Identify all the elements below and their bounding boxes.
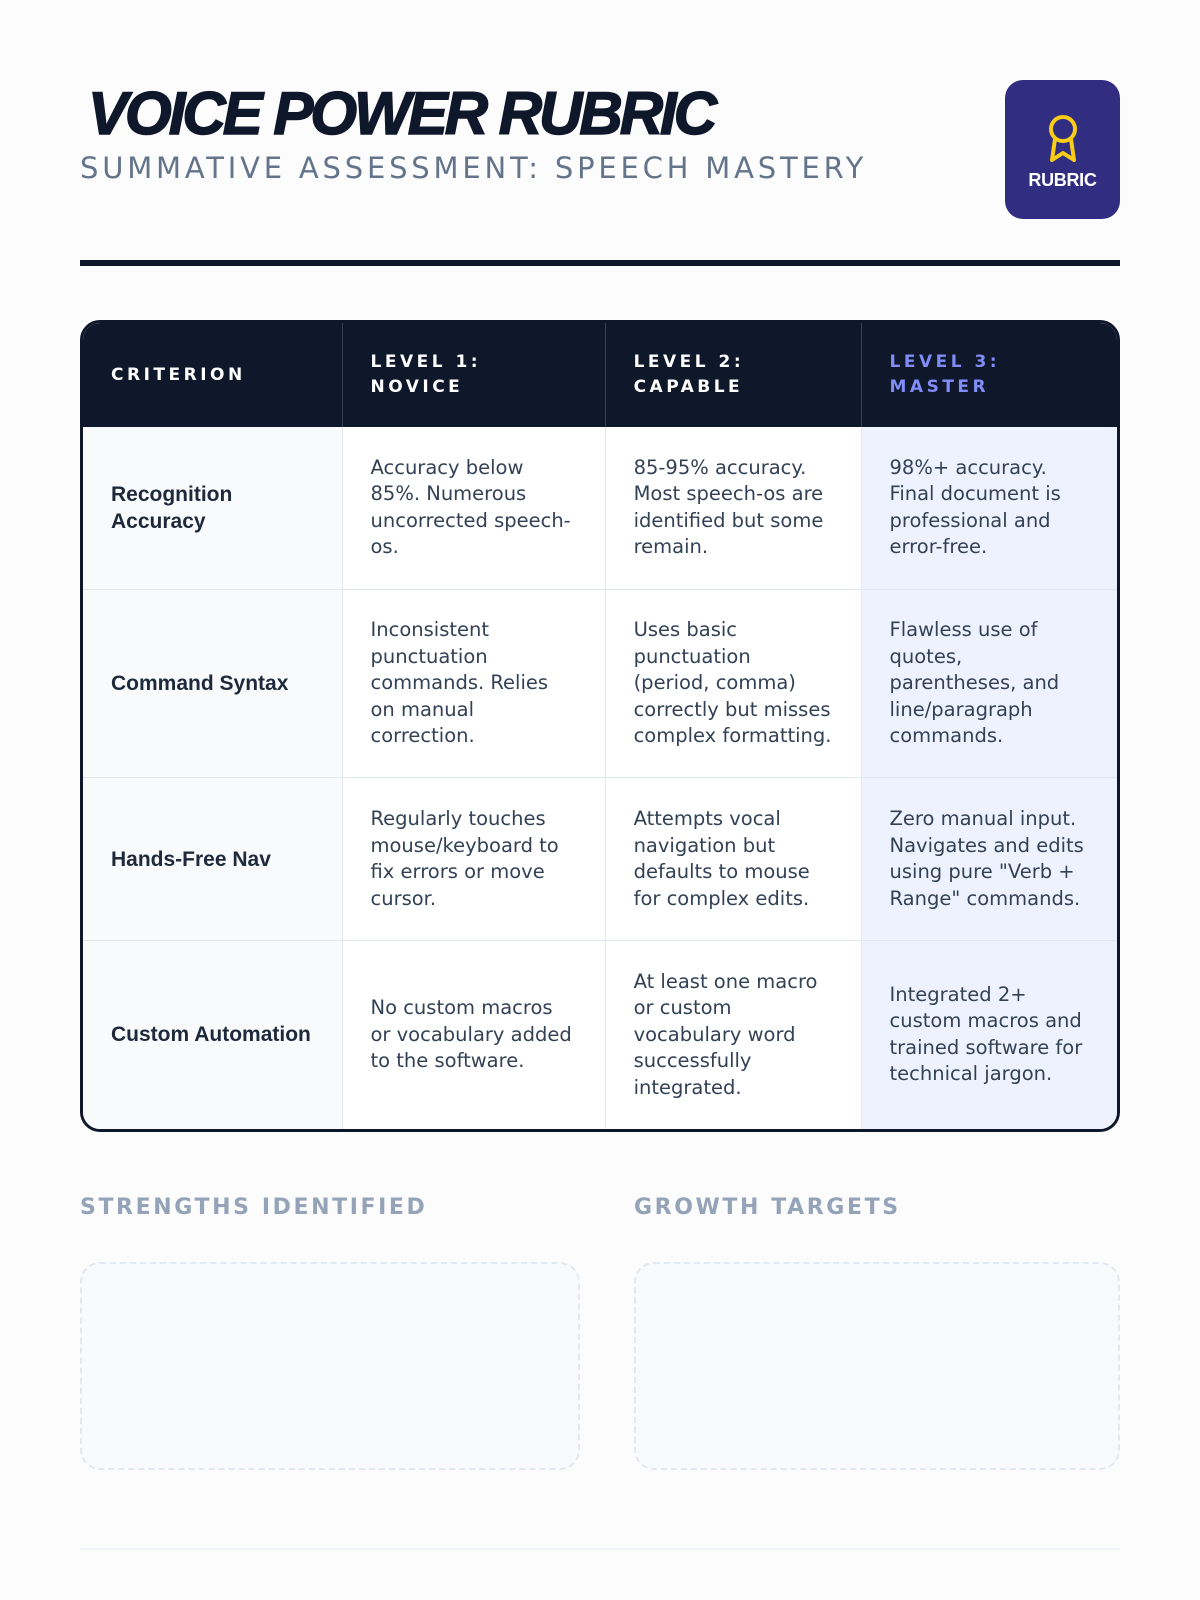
growth-targets-label: GROWTH TARGETS — [634, 1195, 901, 1220]
capable-cell: At least one macro or custom vocabulary word successfully integrated. — [605, 940, 861, 1129]
capable-cell: Attempts vocal navigation but defaults to mouse for complex edits. — [605, 778, 861, 940]
badge-label: RUBRIC — [1028, 170, 1097, 190]
page-title: VOICE POWER RUBRIC — [88, 80, 715, 147]
criterion-cell: Command Syntax — [83, 589, 342, 778]
novice-cell: Regularly touches mouse/keyboard to fix errors or move cursor. — [342, 778, 605, 940]
header-level-3: LEVEL 3: MASTER — [861, 323, 1117, 427]
novice-cell: Accuracy below 85%. Numerous uncorrected speech-os. — [342, 427, 605, 589]
header-criterion: CRITERION — [83, 323, 342, 427]
novice-cell: Inconsistent punctuation commands. Relies on manual correction. — [342, 589, 605, 778]
capable-cell: Uses basic punctuation (period, comma) correctly but misses complex formatting. — [605, 589, 861, 778]
footer-divider — [80, 1548, 1120, 1550]
criterion-cell: Hands-Free Nav — [83, 778, 342, 940]
table-row — [83, 589, 1117, 778]
table-row — [83, 427, 1117, 589]
master-cell: Zero manual input. Navigates and edits using pure "Verb + Range" commands. — [861, 778, 1117, 940]
table-row — [83, 940, 1117, 1129]
rubric-table — [80, 320, 1120, 1132]
award-ribbon-icon — [1043, 114, 1083, 164]
rubric-badge — [1005, 80, 1120, 219]
growth-targets-box[interactable] — [634, 1262, 1120, 1470]
page-subtitle: SUMMATIVE ASSESSMENT: SPEECH MASTERY — [80, 151, 868, 185]
master-cell: Flawless use of quotes, parentheses, and line/paragraph commands. — [861, 589, 1117, 778]
criterion-cell: Custom Automation — [83, 940, 342, 1129]
table-row — [83, 778, 1117, 940]
master-cell: 98%+ accuracy. Final document is professional and error-free. — [861, 427, 1117, 589]
novice-cell: No custom macros or vocabulary added to the software. — [342, 940, 605, 1129]
capable-cell: 85-95% accuracy. Most speech-os are identified but some remain. — [605, 427, 861, 589]
page-header — [80, 80, 1120, 230]
strengths-label: STRENGTHS IDENTIFIED — [80, 1195, 428, 1220]
strengths-box[interactable] — [80, 1262, 580, 1470]
header-divider — [80, 260, 1120, 266]
header-level-2: LEVEL 2: CAPABLE — [605, 323, 861, 427]
header-level-1: LEVEL 1: NOVICE — [342, 323, 605, 427]
criterion-cell: Recognition Accuracy — [83, 427, 342, 589]
table-header-row — [83, 323, 1117, 427]
master-cell: Integrated 2+ custom macros and trained software for technical jargon. — [861, 940, 1117, 1129]
